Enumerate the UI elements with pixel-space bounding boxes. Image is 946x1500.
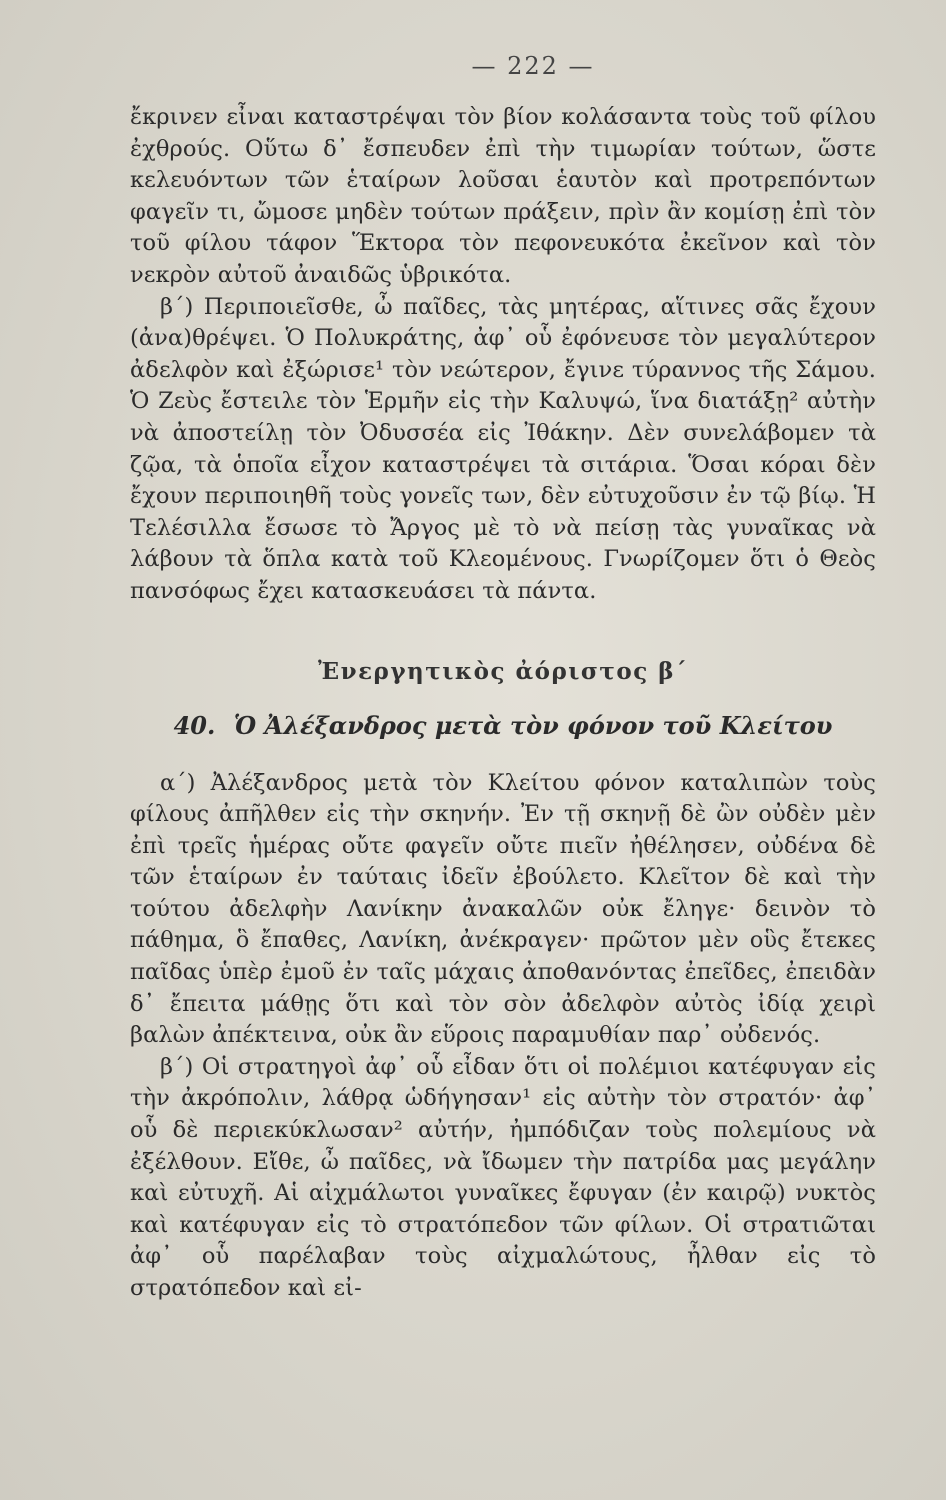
section-heading: Ἐνεργητικὸς ἀόριστος β΄: [318, 657, 688, 685]
lesson-number: 40.: [173, 710, 216, 740]
paragraph-lesson-b: β΄) Οἱ στρατηγοὶ ἀφ᾽ οὗ εἶδαν ὅτι οἱ πολέμιοι κατέφυγαν εἰς τὴν ἀκρόπολιν, λάθρᾳ ὡδήγησαν¹ εἰς αὐτὴν τὸν στρατόν· ἀφ᾽ οὗ δὲ περιεκύκλωσαν² αὐτήν, ἠμπόδιζαν τοὺς πολεμίους νὰ ἐξέλθουν. Εἴθε, ὦ παῖδες, νὰ ἴδωμεν τὴν πατρίδα μας μεγάλην καὶ εὐτυχῆ. Αἱ αἰχμάλωτοι γυναῖκες ἔφυγαν (ἐν καιρῷ) νυκτὸς καὶ κατέφυγαν εἰς τὸ στρατόπεδον τῶν φίλων. Οἱ στρατιῶται ἀφ᾽ οὗ παρέλαβαν τοὺς αἰχμαλώτους, ἦλθαν εἰς τὸ στρατόπεδον καὶ εἰ-: [130, 1053, 876, 1301]
paragraph-lesson-a: α΄) Ἀλέξανδρος μετὰ τὸν Κλείτου φόνον καταλιπὼν τοὺς φίλους ἀπῆλθεν εἰς τὴν σκηνήν. Ἐν τῇ σκηνῇ δὲ ὢν οὐδὲν μὲν ἐπὶ τρεῖς ἡμέρας οὔτε φαγεῖν οὔτε πιεῖν ἠθέλησεν, οὐδένα δὲ τῶν ἑταίρων ἐν ταύταις ἰδεῖν ἐβούλετο. Κλεῖτον δὲ καὶ τὴν τούτου ἀδελφὴν Λανίκην ἀνακαλῶν οὐκ ἔληγε· δεινὸν τὸ πάθημα, ὃ ἔπαθες, Λανίκη, ἀνέκραγεν· πρῶτον μὲν οὓς ἔτεκες παῖδας ὑπὲρ ἐμοῦ ἐν ταῖς μάχαις ἀποθανόντας ἐπεῖδες, ἐπειδὰν δ᾽ ἔπειτα μάθῃς ὅτι καὶ τὸν σὸν ἀδελφὸν αὐτὸς ἰδίᾳ χειρὶ βαλὼν ἀπέκτεινα, οὐκ ἂν εὕροις παραμυθίαν παρ᾽ οὐδενός.: [130, 769, 876, 1049]
page-number: — 222 —: [471, 52, 595, 80]
paragraph-exercise-b: β΄) Περιποιεῖσθε, ὦ παῖδες, τὰς μητέρας, αἵτινες σᾶς ἔχουν (ἀνα)θρέψει. Ὁ Πολυκράτης, ἀφ᾽ οὗ ἐφόνευσε τὸν μεγαλύτερον ἀδελφὸν καὶ ἐξώρισε¹ τὸν νεώτερον, ἔγινε τύραννος τῆς Σάμου. Ὁ Ζεὺς ἔστειλε τὸν Ἑρμῆν εἰς τὴν Καλυψώ, ἵνα διατάξῃ² αὐτὴν νὰ ἀποστείλῃ τὸν Ὀδυσσέα εἰς Ἰθάκην. Δὲν συνελάβομεν τὰ ζῷα, τὰ ὁποῖα εἶχον καταστρέψει τὰ σιτάρια. Ὅσαι κόραι δὲν ἔχουν περιποιηθῆ τοὺς γονεῖς των, δὲν εὐτυχοῦσιν ἐν τῷ βίῳ. Ἡ Τελέσιλλα ἔσωσε τὸ Ἄργος μὲ τὸ νὰ πείσῃ τὰς γυναῖκας νὰ λάβουν τὰ ὅπλα κατὰ τοῦ Κλεομένους. Γνωρίζομεν ὅτι ὁ Θεὸς πανσόφως ἔχει κατασκευάσει τὰ πάντα.: [130, 293, 876, 604]
lesson-title-text: Ὁ Ἀλέξανδρος μετὰ τὸν φόνον τοῦ Κλείτου: [233, 710, 833, 740]
paragraph-continuation: ἔκρινεν εἶναι καταστρέψαι τὸν βίον κολάσαντα τοὺς τοῦ φίλου ἐχθρούς. Οὕτω δ᾽ ἔσπευδεν ἐπὶ τὴν τιμωρίαν τούτων, ὥστε κελευόντων τῶν ἑταίρων λοῦσαι ἑαυτὸν καὶ προτρεπόντων φαγεῖν τι, ὤμοσε μηδὲν τούτων πράξειν, πρὶν ἂν κομίσῃ ἐπὶ τὸν τοῦ φίλου τάφον Ἕκτορα τὸν πεφονευκότα ἐκεῖνον καὶ τὸν νεκρὸν αὐτοῦ ἀναιδῶς ὑβρικότα.: [130, 104, 876, 288]
lesson-title: [130, 711, 876, 740]
